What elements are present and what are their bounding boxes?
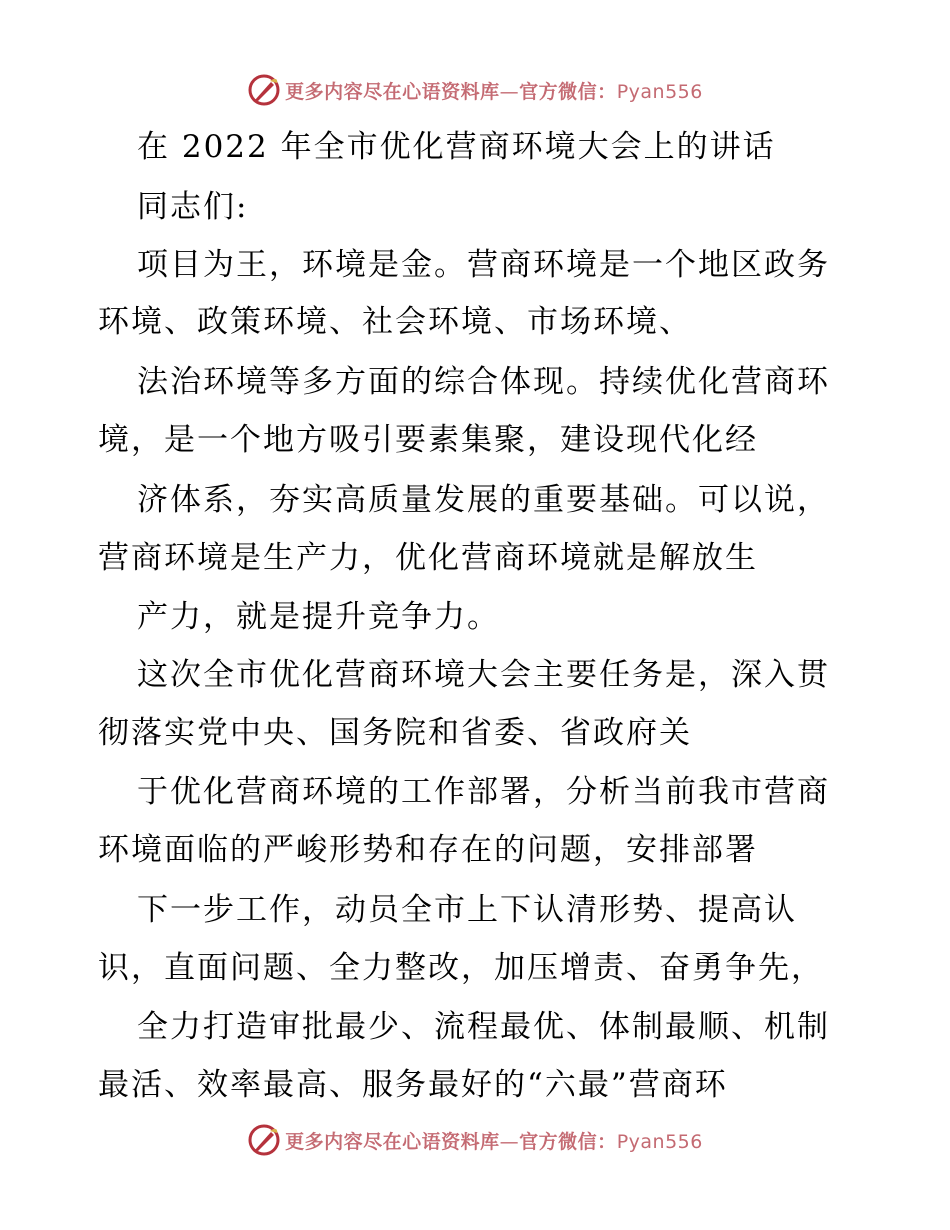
doc-line: 环境、政策环境、社会环境、市场环境、: [98, 304, 692, 340]
banner-suffix: 官方微信：: [519, 1130, 617, 1153]
doc-line: 境，是一个地方吸引要素集聚，建设现代化经: [98, 422, 758, 458]
banner-id: Pyan556: [616, 1130, 703, 1153]
banner-dash: —: [499, 1130, 520, 1153]
banner-id: Pyan556: [616, 80, 703, 103]
doc-line: 这次全市优化营商环境大会主要任务是，深入贯: [137, 657, 830, 693]
quill-logo-icon: [247, 1123, 281, 1157]
banner-dash: —: [499, 80, 520, 103]
quill-logo-icon: [247, 73, 281, 107]
doc-line: 产力，就是提升竞争力。: [137, 599, 500, 635]
banner-prefix: 更多内容尽在心语资料库: [285, 80, 500, 103]
footer-banner: [0, 1120, 950, 1160]
doc-line: 环境面临的严峻形势和存在的问题，安排部署: [98, 832, 758, 868]
doc-line: 全力打造审批最少、流程最优、体制最顺、机制: [137, 1009, 830, 1045]
doc-line: 下一步工作，动员全市上下认清形势、提高认: [137, 892, 797, 928]
banner-suffix: 官方微信：: [519, 80, 617, 103]
banner-prefix: 更多内容尽在心语资料库: [285, 1130, 500, 1153]
doc-line: 彻落实党中央、国务院和省委、省政府关: [98, 715, 692, 751]
doc-line: 法治环境等多方面的综合体现。持续优化营商环: [137, 364, 830, 400]
doc-line: 识，直面问题、全力整改，加压增责、奋勇争先，: [98, 950, 824, 986]
doc-line: 最活、效率最高、服务最好的“六最”营商环: [98, 1067, 728, 1103]
doc-title: 在 2022 年全市优化营商环境大会上的讲话: [137, 129, 776, 165]
doc-line: 营商环境是生产力，优化营商环境就是解放生: [98, 540, 758, 576]
doc-line: 济体系，夯实高质量发展的重要基础。可以说，: [137, 482, 830, 518]
doc-line: 项目为王，环境是金。营商环境是一个地区政务: [137, 247, 830, 283]
doc-salutation: 同志们:: [137, 189, 249, 225]
header-banner: [0, 70, 950, 110]
doc-line: 于优化营商环境的工作部署，分析当前我市营商: [137, 774, 830, 810]
